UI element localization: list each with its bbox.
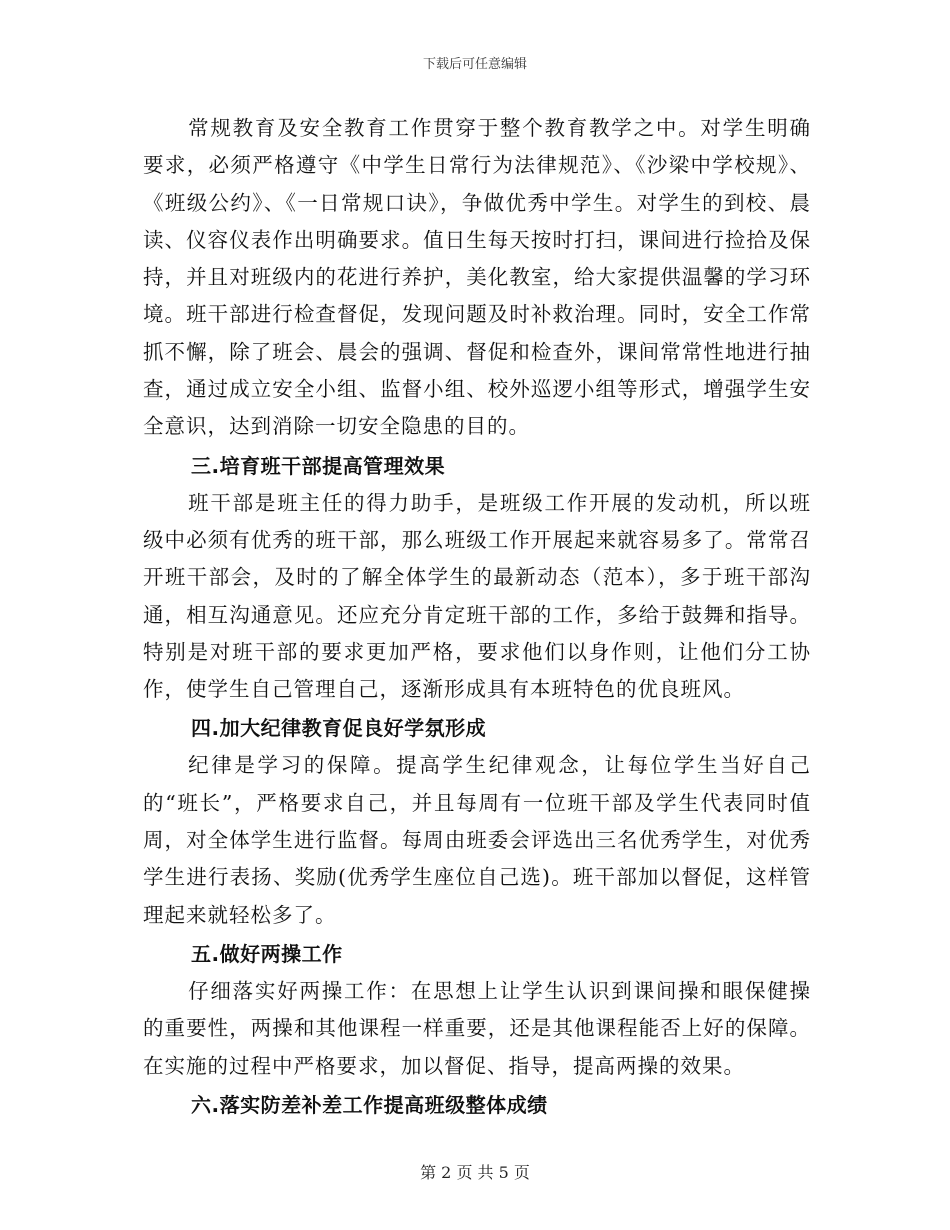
section-heading-two-exercises: 五.做好两操工作: [191, 941, 343, 966]
paragraph-routine-safety-education: 常规教育及安全教育工作贯穿于整个教育教学之中。对学生明确要求，必须严格遵守《中学生日常行为法律规范》、《沙梁中学校规》、《班级公约》、《一日常规口诀》，争做优秀中学生。对学生的到校、晨读、仪容仪表作出明确要求。值日生每天按时打扫，课间进行捡拾及保持，并且对班级内的花进行养护，美化教室，给大家提供温馨的学习环境。班干部进行检查督促，发现问题及时补救治理。同时，安全工作常抓不懈，除了班会、晨会的强调、督促和检查外，课间常常性地进行抽查，通过成立安全小组、监督小组、校外巡逻小组等形式，增强学生安全意识，达到消除一切安全隐患的目的。: [143, 116, 811, 439]
page-number-footer: 第 2 页 共 5 页: [420, 1163, 530, 1182]
section-heading-remedial-work: 六.落实防差补差工作提高班级整体成绩: [191, 1092, 548, 1117]
paragraph-class-cadres: 班干部是班主任的得力助手，是班级工作开展的发动机，所以班级中必须有优秀的班干部，那么班级工作开展起来就容易多了。常常召开班干部会，及时的了解全体学生的最新动态（范本），多于班干部沟通，相互沟通意见。还应充分肯定班干部的工作，多给于鼓舞和指导。特别是对班干部的要求更加严格，要求他们以身作则，让他们分工协作，使学生自己管理自己，逐渐形成具有本班特色的优良班风。: [143, 490, 811, 702]
document-body: [143, 110, 811, 1124]
section-heading-discipline: 四.加大纪律教育促良好学氛形成: [191, 716, 487, 741]
paragraph-discipline: 纪律是学习的保障。提高学生纪律观念，让每位学生当好自己的“班长”，严格要求自己，并且每周有一位班干部及学生代表同时值周，对全体学生进行监督。每周由班委会评选出三名优秀学生，对优秀学生进行表扬、奖励(优秀学生座位自己选)。班干部加以督促，这样管理起来就轻松多了。: [143, 753, 811, 927]
page-header: 下载后可任意编辑: [422, 57, 527, 72]
section-heading-class-cadres: 三.培育班干部提高管理效果: [191, 453, 446, 478]
paragraph-two-exercises: 仔细落实好两操工作：在思想上让学生认识到课间操和眼保健操的重要性，两操和其他课程一样重要，还是其他课程能否上好的保障。在实施的过程中严格要求，加以督促、指导，提高两操的效果。: [143, 978, 811, 1078]
